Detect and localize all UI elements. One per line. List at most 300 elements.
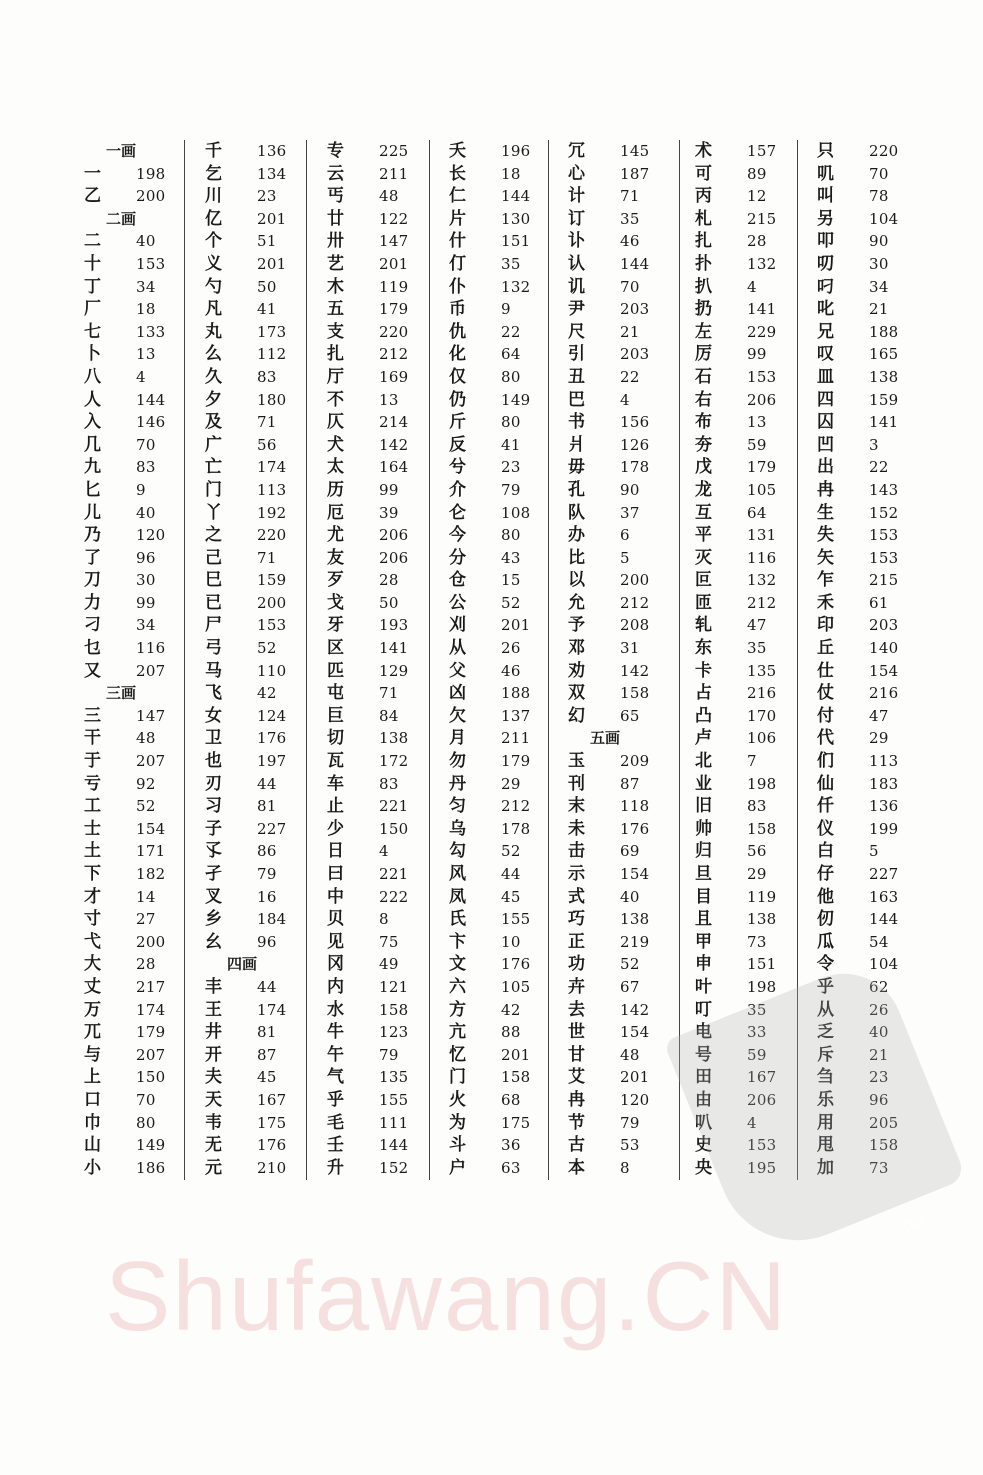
entry-character: 歹 <box>327 570 344 591</box>
entry-character: 邓 <box>568 638 585 659</box>
entry-character: 万 <box>84 999 101 1020</box>
index-entry <box>205 1089 306 1112</box>
entry-page-number: 14 <box>136 887 156 906</box>
entry-page-number: 222 <box>379 887 409 906</box>
entry-character: 弋 <box>84 931 101 952</box>
entry-character: 丙 <box>695 186 712 207</box>
entry-character: 三 <box>84 705 101 726</box>
entry-page-number: 30 <box>136 571 156 590</box>
entry-character: 义 <box>205 253 222 274</box>
entry-page-number: 134 <box>257 164 287 183</box>
entry-character: 另 <box>817 208 834 229</box>
entry-character: 丫 <box>205 502 222 523</box>
stroke-count-heading: 三画 <box>106 684 137 703</box>
entry-character: 乙 <box>84 186 101 207</box>
entry-page-number: 121 <box>379 977 409 996</box>
index-entry <box>449 592 548 615</box>
entry-page-number: 16 <box>257 887 277 906</box>
entry-character: 亿 <box>205 208 222 229</box>
entry-character: 爿 <box>568 434 585 455</box>
entry-page-number: 147 <box>379 232 409 251</box>
entry-page-number: 119 <box>379 277 409 296</box>
entry-character: 凡 <box>205 299 222 320</box>
entry-character: 仕 <box>817 660 834 681</box>
entry-page-number: 151 <box>747 955 777 974</box>
entry-page-number: 116 <box>136 639 166 658</box>
entry-page-number: 180 <box>257 390 287 409</box>
entry-page-number: 70 <box>620 277 640 296</box>
entry-page-number: 142 <box>379 435 409 454</box>
entry-page-number: 92 <box>136 774 156 793</box>
entry-page-number: 108 <box>501 503 531 522</box>
index-entry <box>449 976 548 999</box>
entry-page-number: 176 <box>501 955 531 974</box>
entry-page-number: 18 <box>136 300 156 319</box>
entry-page-number: 192 <box>257 503 287 522</box>
entry-page-number: 34 <box>136 277 156 296</box>
index-entry <box>449 524 548 547</box>
index-entry <box>449 773 548 796</box>
entry-page-number: 28 <box>747 232 767 251</box>
entry-character: 亡 <box>205 457 222 478</box>
index-entry <box>568 660 679 683</box>
entry-page-number: 150 <box>379 819 409 838</box>
index-entry <box>449 389 548 412</box>
entry-character: 丁 <box>84 276 101 297</box>
entry-character: 乏 <box>817 1022 834 1043</box>
entry-character: 戈 <box>327 592 344 613</box>
entry-character: 卉 <box>568 976 585 997</box>
entry-character: 兮 <box>449 457 466 478</box>
index-entry <box>84 840 184 863</box>
index-entry <box>817 750 917 773</box>
entry-character: 世 <box>568 1022 585 1043</box>
entry-page-number: 116 <box>747 548 777 567</box>
entry-character: 匀 <box>449 796 466 817</box>
entry-page-number: 71 <box>257 548 277 567</box>
index-entry <box>84 863 184 886</box>
index-entry <box>84 1066 184 1089</box>
entry-character: 凸 <box>695 705 712 726</box>
entry-page-number: 36 <box>501 1136 521 1155</box>
entry-character: 叩 <box>817 231 834 252</box>
index-entry <box>568 1044 679 1067</box>
index-entry <box>327 208 429 231</box>
entry-character: 仄 <box>327 412 344 433</box>
entry-character: 一 <box>84 163 101 184</box>
entry-character: 艾 <box>568 1067 585 1088</box>
entry-page-number: 176 <box>620 819 650 838</box>
index-entry <box>817 637 917 660</box>
index-entry <box>695 253 797 276</box>
index-entry <box>449 614 548 637</box>
entry-character: 六 <box>449 976 466 997</box>
index-entry <box>327 795 429 818</box>
entry-page-number: 35 <box>501 254 521 273</box>
entry-character: 飞 <box>205 683 222 704</box>
index-entry <box>205 773 306 796</box>
index-entry <box>449 343 548 366</box>
entry-page-number: 29 <box>747 865 767 883</box>
entry-character: 升 <box>327 1157 344 1178</box>
entry-character: 石 <box>695 366 712 387</box>
entry-page-number: 184 <box>257 910 287 929</box>
index-entry <box>84 592 184 615</box>
index-entry <box>568 795 679 818</box>
entry-character: 及 <box>205 412 222 433</box>
entry-character: 甩 <box>817 1135 834 1156</box>
entry-character: 乐 <box>817 1089 834 1110</box>
index-entry <box>449 479 548 502</box>
entry-character: 亏 <box>84 773 101 794</box>
entry-page-number: 219 <box>620 932 650 951</box>
entry-page-number: 79 <box>379 1045 399 1064</box>
entry-character: 卞 <box>449 931 466 952</box>
entry-character: 曰 <box>327 864 344 884</box>
entry-character: 由 <box>695 1089 712 1110</box>
entry-character: 仁 <box>449 186 466 207</box>
entry-character: 壬 <box>327 1135 344 1156</box>
entry-page-number: 40 <box>136 232 156 251</box>
entry-page-number: 73 <box>747 932 767 951</box>
entry-character: 厉 <box>695 344 712 365</box>
index-entry <box>817 840 917 863</box>
entry-page-number: 206 <box>379 548 409 567</box>
entry-character: 天 <box>205 1089 222 1110</box>
entry-character: 见 <box>327 931 344 952</box>
entry-page-number: 44 <box>257 774 277 793</box>
entry-character: 付 <box>817 705 834 726</box>
entry-character: 元 <box>205 1157 222 1178</box>
entry-character: 气 <box>327 1067 344 1088</box>
index-entry <box>817 479 917 502</box>
index-entry <box>695 208 797 231</box>
entry-character: 扒 <box>695 276 712 297</box>
index-entry <box>695 502 797 525</box>
entry-character: 车 <box>327 773 344 794</box>
entry-page-number: 176 <box>257 729 287 748</box>
entry-character: 札 <box>695 208 712 229</box>
entry-page-number: 140 <box>869 639 899 658</box>
entry-character: 专 <box>327 141 344 161</box>
entry-character: 电 <box>695 1022 712 1043</box>
entry-character: 左 <box>695 321 712 342</box>
index-entry <box>205 931 306 954</box>
entry-character: 用 <box>817 1112 834 1133</box>
index-entry <box>817 863 917 886</box>
entry-page-number: 220 <box>257 526 287 545</box>
entry-page-number: 215 <box>747 209 777 228</box>
index-entry <box>327 999 429 1022</box>
entry-page-number: 34 <box>136 616 156 635</box>
entry-page-number: 118 <box>620 797 650 816</box>
entry-page-number: 112 <box>257 345 287 364</box>
entry-character: 干 <box>84 728 101 749</box>
entry-character: 七 <box>84 321 101 342</box>
entry-character: 玉 <box>568 751 585 772</box>
index-entry <box>695 230 797 253</box>
entry-page-number: 158 <box>379 1000 409 1019</box>
entry-page-number: 201 <box>501 1045 531 1064</box>
entry-page-number: 199 <box>869 819 899 838</box>
entry-character: 巨 <box>327 705 344 726</box>
entry-page-number: 126 <box>620 435 650 454</box>
entry-page-number: 15 <box>501 571 521 590</box>
index-entry <box>449 1134 548 1157</box>
entry-page-number: 52 <box>620 955 640 974</box>
entry-character: 风 <box>449 864 466 884</box>
entry-page-number: 209 <box>620 752 650 771</box>
index-entry <box>695 321 797 344</box>
entry-character: 丈 <box>84 976 101 997</box>
entry-page-number: 62 <box>869 977 889 996</box>
entry-character: 斥 <box>817 1044 834 1065</box>
index-entry <box>327 411 429 434</box>
entry-page-number: 135 <box>747 661 777 680</box>
entry-character: 禾 <box>817 592 834 613</box>
index-entry <box>449 682 548 705</box>
index-column-1 <box>84 140 185 1180</box>
index-entry <box>695 637 797 660</box>
entry-page-number: 158 <box>747 819 777 838</box>
index-entry <box>449 1089 548 1112</box>
index-entry <box>695 163 797 186</box>
index-entry <box>817 276 917 299</box>
entry-character: 叫 <box>817 186 834 207</box>
entry-page-number: 216 <box>869 684 899 703</box>
entry-page-number: 40 <box>620 887 640 906</box>
entry-character: 氏 <box>449 909 466 930</box>
entry-page-number: 22 <box>501 322 521 341</box>
entry-page-number: 200 <box>257 593 287 612</box>
entry-page-number: 4 <box>136 367 146 386</box>
index-entry <box>568 637 679 660</box>
entry-page-number: 87 <box>620 774 640 793</box>
index-entry <box>449 366 548 389</box>
index-entry <box>84 411 184 434</box>
index-entry <box>817 298 917 321</box>
index-entry <box>568 366 679 389</box>
entry-page-number: 154 <box>620 1023 650 1042</box>
entry-page-number: 165 <box>869 345 899 364</box>
index-entry <box>327 1066 429 1089</box>
entry-character: 月 <box>449 728 466 749</box>
entry-character: 于 <box>84 751 101 772</box>
entry-character: 巾 <box>84 1112 101 1133</box>
index-entry <box>449 434 548 457</box>
entry-character: 讣 <box>568 231 585 252</box>
entry-character: 贝 <box>327 909 344 930</box>
entry-character: 户 <box>449 1157 466 1178</box>
entry-page-number: 4 <box>620 390 630 409</box>
entry-page-number: 210 <box>257 1158 287 1177</box>
index-entry <box>449 208 548 231</box>
entry-character: 仙 <box>817 773 834 794</box>
index-entry <box>817 208 917 231</box>
index-entry <box>205 682 306 705</box>
index-entry <box>327 750 429 773</box>
index-entry <box>327 140 429 163</box>
index-entry <box>568 140 679 163</box>
index-entry <box>327 1089 429 1112</box>
entry-page-number: 106 <box>747 729 777 748</box>
index-entry <box>695 456 797 479</box>
index-entry <box>695 479 797 502</box>
index-entry <box>817 795 917 818</box>
entry-character: 上 <box>84 1067 101 1088</box>
index-entry <box>568 569 679 592</box>
entry-page-number: 203 <box>620 345 650 364</box>
entry-page-number: 9 <box>501 300 511 319</box>
index-entry <box>449 1112 548 1135</box>
entry-page-number: 196 <box>501 142 531 160</box>
entry-character: 牙 <box>327 615 344 636</box>
entry-character: 冈 <box>327 954 344 975</box>
entry-character: 加 <box>817 1157 834 1178</box>
entry-page-number: 179 <box>747 458 777 477</box>
entry-character: 力 <box>84 592 101 613</box>
entry-page-number: 50 <box>257 277 277 296</box>
index-entry <box>449 1044 548 1067</box>
entry-page-number: 220 <box>869 142 899 160</box>
entry-character: 勿 <box>449 751 466 772</box>
index-entry <box>205 840 306 863</box>
index-entry <box>205 569 306 592</box>
entry-page-number: 42 <box>257 684 277 703</box>
index-entry <box>327 230 429 253</box>
entry-page-number: 35 <box>747 1000 767 1019</box>
entry-character: 中 <box>327 886 344 907</box>
index-entry <box>327 976 429 999</box>
index-entry <box>695 411 797 434</box>
index-entry <box>568 818 679 841</box>
entry-page-number: 132 <box>747 571 777 590</box>
entry-page-number: 26 <box>501 639 521 658</box>
index-entry <box>327 953 429 976</box>
entry-character: 夕 <box>205 389 222 410</box>
entry-character: 久 <box>205 366 222 387</box>
index-entry <box>327 908 429 931</box>
entry-page-number: 141 <box>379 639 409 658</box>
entry-page-number: 200 <box>620 571 650 590</box>
index-entry <box>205 1021 306 1044</box>
entry-page-number: 28 <box>136 955 156 974</box>
entry-page-number: 144 <box>501 187 531 206</box>
entry-page-number: 34 <box>869 277 889 296</box>
index-entry <box>817 547 917 570</box>
index-entry <box>817 818 917 841</box>
entry-page-number: 133 <box>136 322 166 341</box>
entry-character: 冗 <box>568 141 585 161</box>
entry-character: 乎 <box>327 1089 344 1110</box>
stroke-count-heading: 五画 <box>590 729 621 748</box>
entry-character: 占 <box>695 683 712 704</box>
entry-page-number: 146 <box>136 413 166 432</box>
index-entry <box>84 1021 184 1044</box>
entry-character: 今 <box>449 525 466 546</box>
entry-character: 轧 <box>695 615 712 636</box>
index-entry <box>695 389 797 412</box>
entry-page-number: 131 <box>747 526 777 545</box>
index-entry <box>695 908 797 931</box>
entry-character: 兄 <box>817 321 834 342</box>
entry-page-number: 198 <box>136 164 166 183</box>
index-entry <box>205 502 306 525</box>
entry-page-number: 89 <box>747 164 767 183</box>
entry-character: 仃 <box>449 253 466 274</box>
entry-character: 叽 <box>817 163 834 184</box>
entry-page-number: 158 <box>869 1136 899 1155</box>
index-entry <box>84 976 184 999</box>
index-entry <box>449 660 548 683</box>
entry-page-number: 174 <box>257 458 287 477</box>
entry-character: 东 <box>695 638 712 659</box>
index-entry <box>695 705 797 728</box>
index-entry <box>205 705 306 728</box>
index-entry <box>84 818 184 841</box>
index-entry <box>817 908 917 931</box>
index-entry <box>84 773 184 796</box>
index-entry <box>568 547 679 570</box>
index-entry <box>695 818 797 841</box>
entry-page-number: 220 <box>379 322 409 341</box>
entry-character: 寸 <box>84 909 101 930</box>
index-entry <box>327 931 429 954</box>
index-entry <box>695 614 797 637</box>
entry-page-number: 158 <box>501 1068 531 1087</box>
index-entry <box>817 343 917 366</box>
entry-character: 刍 <box>817 1067 834 1088</box>
entry-character: 习 <box>205 796 222 817</box>
entry-page-number: 153 <box>747 367 777 386</box>
entry-page-number: 124 <box>257 706 287 725</box>
index-entry <box>449 276 548 299</box>
entry-character: 王 <box>205 999 222 1020</box>
entry-page-number: 35 <box>620 209 640 228</box>
entry-page-number: 153 <box>136 254 166 273</box>
index-entry <box>817 434 917 457</box>
index-entry <box>568 1134 679 1157</box>
index-column-3 <box>327 140 430 1180</box>
entry-character: 犬 <box>327 434 344 455</box>
entry-page-number: 174 <box>136 1000 166 1019</box>
entry-page-number: 23 <box>501 458 521 477</box>
entry-character: 二 <box>84 231 101 252</box>
entry-page-number: 157 <box>747 142 777 160</box>
index-entry <box>327 547 429 570</box>
entry-page-number: 88 <box>501 1023 521 1042</box>
entry-character: 巳 <box>205 570 222 591</box>
entry-page-number: 13 <box>136 345 156 364</box>
entry-character: 士 <box>84 818 101 839</box>
index-entry <box>817 163 917 186</box>
entry-page-number: 64 <box>501 345 521 364</box>
entry-page-number: 21 <box>869 300 889 319</box>
entry-character: 土 <box>84 841 101 862</box>
entry-page-number: 206 <box>747 1090 777 1109</box>
entry-page-number: 53 <box>620 1136 640 1155</box>
index-entry <box>449 1157 548 1180</box>
entry-page-number: 212 <box>379 345 409 364</box>
entry-page-number: 13 <box>747 413 767 432</box>
index-entry <box>568 479 679 502</box>
index-entry <box>205 637 306 660</box>
index-entry <box>449 795 548 818</box>
entry-character: 叶 <box>695 976 712 997</box>
entry-character: 匹 <box>327 660 344 681</box>
entry-character: 介 <box>449 479 466 500</box>
entry-character: 心 <box>568 163 585 184</box>
